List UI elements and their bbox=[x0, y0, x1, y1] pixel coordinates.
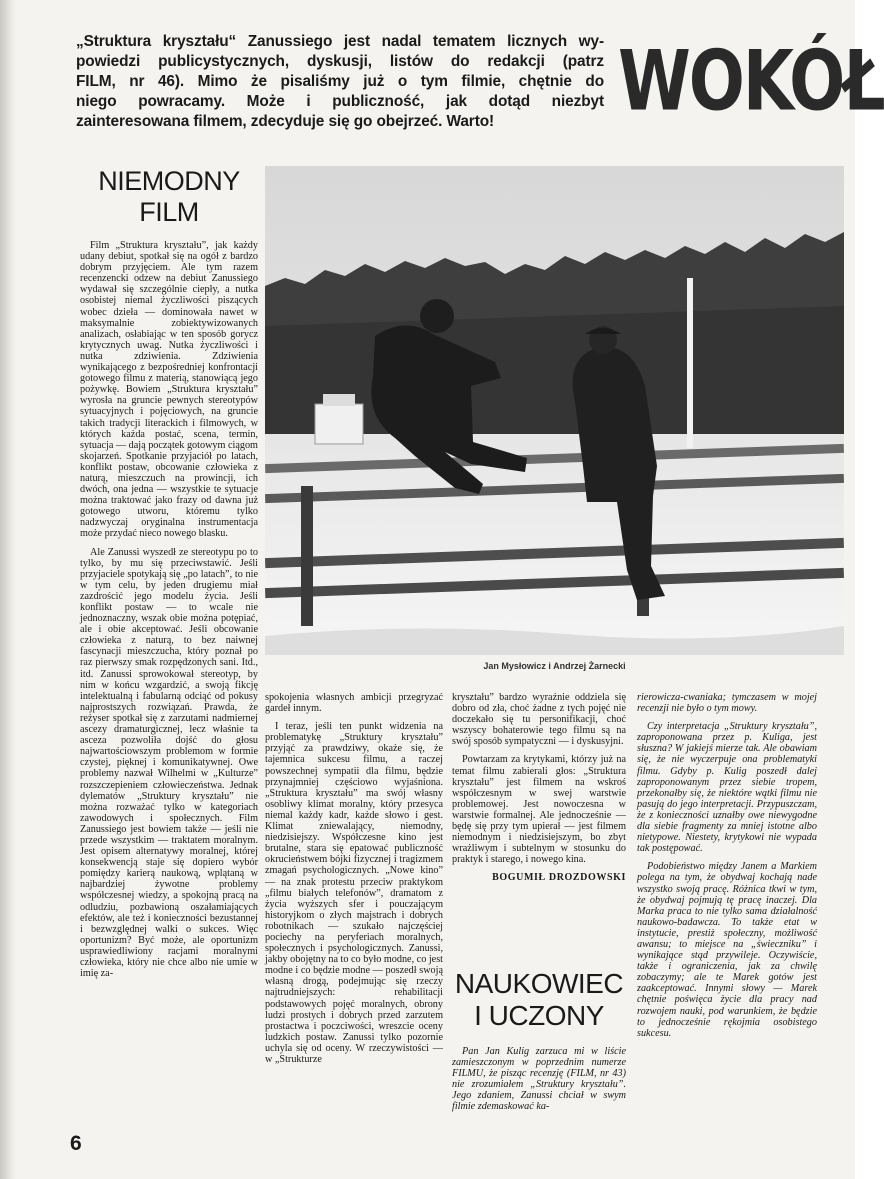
article2-column-1 bbox=[452, 1046, 626, 1130]
film-still-photo bbox=[265, 166, 844, 655]
intro-header bbox=[76, 32, 604, 132]
film-still-image bbox=[265, 166, 844, 655]
paragraph: Film „Struktura kryształu”, jak każdy udany debiut, spotkał się na ogół z bardzo dobrym przyjęciem. Ale tym razem recenzencki odzew na debiut Zanussiego wydawał się szczególnie ciepły, a nutka osobistej niemal życzliwości piszących wobec dzieła — dominowała nawet w maksymalnie zobiektywizowanych analizach, osłabiając w ten sposób gorycz krytycznych uwag. Nutka życzliwości i nutka zdziwienia. Zdziwienia wynikającego z bezpośredniej konfrontacji gotowego filmu z materią, stanowiącą jego pożywkę. Bowiem „Struktura kryształu” wyrosła na gruncie pewnych stereotypów sytuacyjnych i pojęciowych, na gruncie takich tradycji literackich i filmowych, w których każda postać, scena, termin, sytuacja — dają początek gotowym ciągom skojarzeń. Spotkanie przyjaciół po latach, konflikt postaw, obcowanie człowieka z naturą, mieszczuch na prowincji, ich dwóch, ona jedna — wszystkie te sytuacje można traktować jako frazy od dawna już gotowego utworu, któremu tylko nadzwyczaj oryginalna instrumentacja może przydać nieco nowego blasku. bbox=[80, 240, 258, 540]
paragraph: kryształu” bardzo wyraźnie oddziela się dobro od zła, choć żadne z tych pojęć nie doczekało się tu personifikacji, choć wszyscy bohaterowie tego filmu są na swój sposób sympatyczni — i dyskusyjni. bbox=[452, 692, 626, 748]
title-line: I UCZONY bbox=[474, 1000, 604, 1031]
author-signature: BOGUMIŁ DROZDOWSKI bbox=[492, 872, 626, 884]
title-line: NAUKOWIEC bbox=[454, 968, 624, 999]
paragraph: Powtarzam za krytykami, którzy już na temat filmu zabierali głos: „Struktura kryształu” jest filmem na wskroś współczesnym w swej warstwie problemowej. Jest nowoczesna w warstwie formalnej. Ale jednocześnie — będę się przy tym upierał — jest filmem niemodnym i niedzisiejszym, bo zbyt wrażliwym i subtelnym w stosunku do praktyk i starego, i nowego kina. bbox=[452, 754, 626, 866]
title-line: FILM bbox=[139, 197, 199, 227]
header-line: zainteresowana filmem, zdecyduje się go obejrzeć. Warto! bbox=[76, 113, 495, 130]
paragraph: Czy interpretacja „Struktury kryształu”, zaproponowana przez p. Kuliga, jest słuszna? W jakiejś mierze tak. Ale obawiam się, że nie wyczerpuje ona problematyki filmu. Gdyby p. Kulig poszedł dalej zaproponowanym przez siebie tropem, przekonałby się, że niektóre wątki filmu nie pasują do jego interpretacji. Przypuszczam, że z konieczności uznałby owe niewygodne dla siebie fragmenty za mniej istotne albo nietypowe. Niestety, krytykowi nie wypada tak postępować. bbox=[637, 721, 817, 855]
article-title-niemodny-film bbox=[80, 166, 258, 228]
photo-caption: Jan Mysłowicz i Andrzej Żarnecki bbox=[483, 661, 626, 671]
section-label: WOKÓŁ bbox=[618, 33, 884, 130]
header-line: niego powracamy. Może i publiczność, jak dotąd niezbyt bbox=[76, 93, 604, 110]
paragraph: spokojenia własnych ambicji przegryzać gardeł innym. bbox=[265, 692, 443, 715]
paragraph: Pan Jan Kulig zarzuca mi w liście zamieszczonym w poprzednim numerze FILMU, że pisząc recenzję (FILM, nr 43) nie zrozumiałem „Struktury kryształu”. Jego zdaniem, Zanussi chciał w swym filmie zdemaskować ka- bbox=[452, 1046, 626, 1113]
article1-column-2 bbox=[265, 692, 443, 1130]
article1-column-3 bbox=[452, 692, 626, 932]
article-title-naukowiec-i-uczony bbox=[452, 968, 626, 1032]
header-line: „Struktura kryształu“ Zanussiego jest nadal tematem licznych wy- bbox=[76, 33, 604, 50]
header-line: FILM, nr 46). Mimo że pisaliśmy już o tym filmie, chętnie do bbox=[76, 73, 604, 90]
paragraph: Podobieństwo między Janem a Markiem polega na tym, że obydwaj kochają nade wszystko swoją pracę. Różnica tkwi w tym, że obydwaj pojmują tę pracę inaczej. Dla Marka praca to nie tylko sama działalność naukowo-badawcza. To także etat w instytucie, prestiż społeczny, możliwość awansu; to miejsce na „świeczniku” i wynikające stąd przywileje. Oczywiście, także i ograniczenia, jak za chwilę zobaczymy; ale te Marek gotów jest zaakceptować. Innymi słowy — Marek chętnie poświęca życie dla pracy nad rozwojem nauki, pod warunkiem, że będzie to jednocześnie rękojmia osobistego sukcesu. bbox=[637, 861, 817, 1039]
article1-column-1 bbox=[80, 240, 258, 1130]
binding-shadow bbox=[0, 0, 16, 1179]
header-line: powiedzi publicystycznych, dyskusji, listów do redakcji (patrz bbox=[76, 53, 604, 70]
paragraph: I teraz, jeśli ten punkt widzenia na problematykę „Struktury kryształu” przyjąć za prawdziwy, okaże się, że tajemnica sukcesu filmu, a raczej powszechnej sympatii dla filmu, będzie przynajmniej częściowo wyjaśniona. „Struktura kryształu” ma swój własny osobliwy klimat moralny, który przesyca niemal każdy kadr, każde słowo i gest. Klimat zniewalający, niemodny, niedzisiejszy. Współczesne kino jest brutalne, stara się epatować publiczność okrucieństwem bójki fizycznej i tragizmem zmagań psychologicznych. „Nowe kino” — na znak protestu przeciw praktykom „filmu białych telefonów”, dramatom z życia wyższych sfer i pouczającym historyjkom o złych majstrach i dobrych robotnikach — szukało najczęściej pociechy na peryferiach moralnych, społecznych i psychologicznych. Zanussi, jakby obojętny na to co było modne, co jest modne i co będzie modne — poszedł swoją własną drogą, podejmując się rzeczy najtrudniejszych: rehabilitacji podstawowych pojęć moralnych, obrony ludzi prostych i dobrych przed zarzutem prostactwa i poczciwości, wreszcie oceny ludzkich postaw. Zanussi tylko pozornie uchyla się od oceny. W rzeczywistości — w „Strukturze bbox=[265, 721, 443, 1065]
paragraph: rierowicza-cwaniaka; tymczasem w mojej recenzji nie było o tym mowy. bbox=[637, 692, 817, 715]
page-number: 6 bbox=[70, 1132, 82, 1155]
article2-column-2 bbox=[637, 692, 817, 1130]
paragraph: Ale Zanussi wyszedł ze stereotypu po to tylko, by mu się przeciwstawić. Jeśli przyjaciele spotykają się „po latach”, to nie w tym celu, by jeden drugiemu miał zazdrościć jego modelu życia. Jeśli konflikt postaw — to wcale nie jednoznaczny, wszak obie można potępiać, ale i obie akceptować. Jeśli obcowanie człowieka z naturą, to bez naiwnej fascynacji mieszczucha, który poznał po raz pierwszy smak rozpędzonych sani. Itd., itd. Zanussi sprowokował stereotyp, by nim w końcu wzgardzić, a swoją fikcję intelektualną i fabularną odciąć od pokusy najprostszych rozwiązań. Prawda, że reżyser spotkał się z zarzutami nadmiernej ascezy dramaturgicznej, lecz właśnie ta asceza pozwoliła dojść do głosu najwartościowszym problemom w formie czystej, pięknej i komunikatywnej. Owe problemy nazwał Wilhelmi w „Kulturze” rozszczepieniem człowieczeństwa. Jednak dylematów „Struktury kryształu” nie można rozważać tylko w kategoriach zawodowych i społecznych. Film Zanussiego jest bowiem także — jeśli nie przede wszystkim — traktatem moralnym. Jest opisem alternatywy moralnej, której konsekwencją staje się dopiero wybór pomiędzy karierą naukową, wplątaną w najbardziej żywotne problemy współczesnej wiedzy, a spokojną pracą na odludziu, pozbawioną oszałamiających efektów, ale też i konieczności bezustannej i bezwzględnej walki o sukces. Więc oportunizm? Być może, ale oportunizm usprawiedliwiony racjami moralnymi człowieka, który nie chce albo nie umie w imię za- bbox=[80, 546, 258, 980]
title-line: NIEMODNY bbox=[98, 166, 240, 196]
